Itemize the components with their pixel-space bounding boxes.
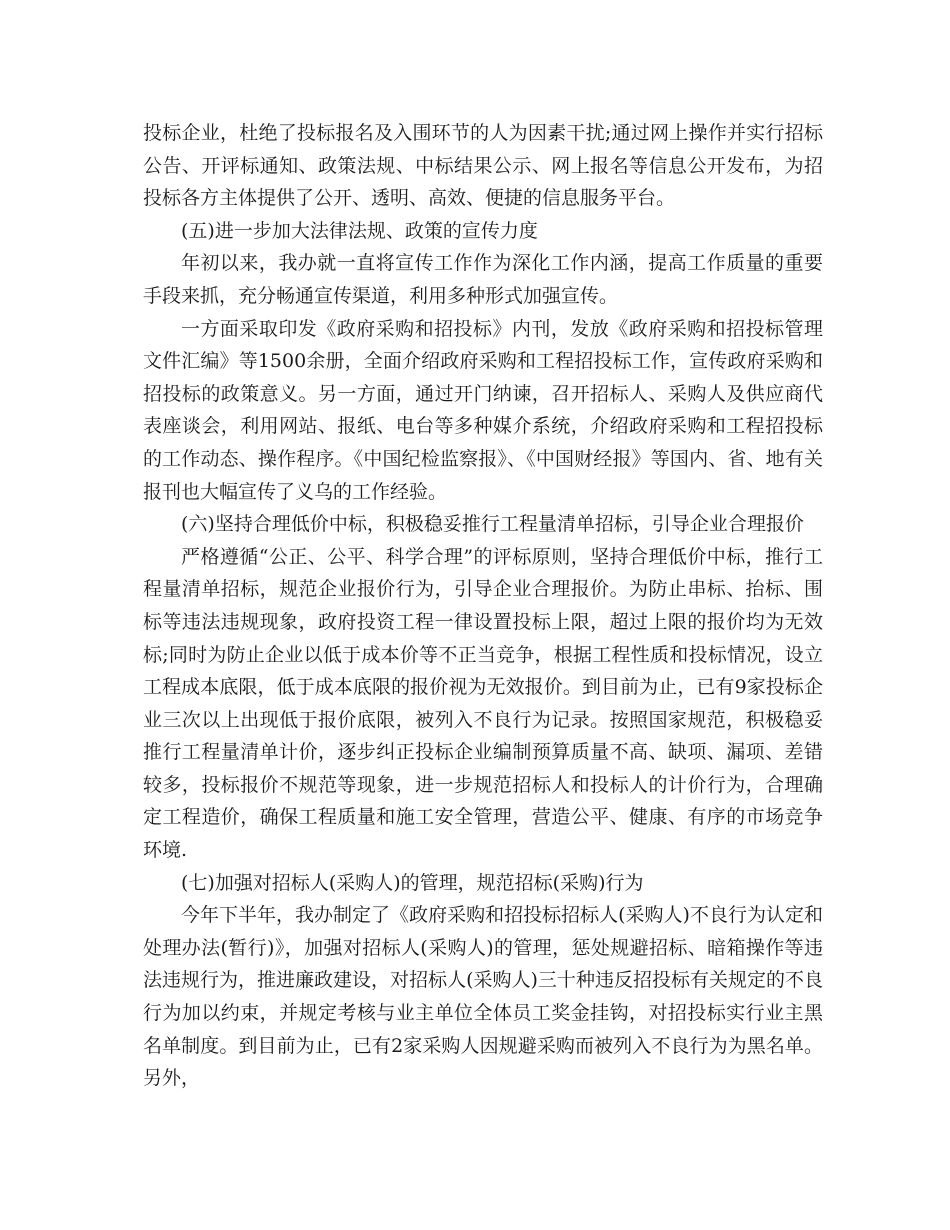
section-heading-7: (七)加强对招标人(采购人)的管理，规范招标(采购)行为 (181, 871, 644, 894)
paragraph-publicity-methods: 一方面采取印发《政府采购和招投标》内刊，发放《政府采购和招投标管理文件汇编》等1500余册，全面介绍政府采购和工程招投标工作，宣传政府采购和招投标的政策意义。另一方面，通过开门纳谏，召开招标人、采购人及供应商代表座谈会，利用网站、报纸、电台等多种媒介系统，介绍政府采购和工程招投标的工作动态、操作程序。《中国纪检监察报》、《中国财经报》等国内、省、地有关报刊也大幅宣传了义乌的工作经验。 (143, 317, 823, 503)
document-body (143, 117, 823, 1095)
section-heading-6: (六)坚持合理低价中标，积极稳妥推行工程量清单招标，引导企业合理报价 (181, 513, 804, 536)
paragraph-tenderer-management: 今年下半年，我办制定了《政府采购和招投标招标人(采购人)不良行为认定和处理办法(暂行)》，加强对招标人(采购人)的管理，惩处规避招标、暗箱操作等违法违规行为，推进廉政建设，对招标人(采购人)三十种违反招投标有关规定的不良行为加以约束，并规定考核与业主单位全体员工奖金挂钩，对招投标实行业主黑名单制度。到目前为止，已有2家采购人因规避采购而被列入不良行为为黑名单。另外， (143, 904, 823, 1090)
paragraph-continuation: 投标企业，杜绝了投标报名及入围环节的人为因素干扰;通过网上操作并实行招标公告、开评标通知、政策法规、中标结果公示、网上报名等信息公开发布，为招投标各方主体提供了公开、透明、高效、便捷的信息服务平台。 (143, 122, 823, 210)
paragraph-publicity-intro: 年初以来，我办就一直将宣传工作作为深化工作内涵，提高工作质量的重要手段来抓，充分畅通宣传渠道，利用多种形式加强宣传。 (143, 252, 823, 307)
paragraph-low-price-bidding: 严格遵循“公正、公平、科学合理”的评标原则，坚持合理低价中标，推行工程量清单招标，规范企业报价行为，引导企业合理报价。为防止串标、抬标、围标等违法违规现象，政府投资工程一律设置投标上限，超过上限的报价均为无效标;同时为防止企业以低于成本价等不正当竞争，根据工程性质和投标情况，设立工程成本底限，低于成本底限的报价视为无效报价。到目前为止，已有9家投标企业三次以上出现低于报价底限，被列入不良行为记录。按照国家规范，积极稳妥推行工程量清单计价，逐步纠正投标企业编制预算质量不高、缺项、漏项、差错较多，投标报价不规范等现象，进一步规范招标人和投标人的计价行为，合理确定工程造价，确保工程质量和施工安全管理，营造公平、健康、有序的市场竞争环境. (143, 545, 823, 862)
section-heading-5: (五)进一步加大法律法规、政策的宣传力度 (181, 219, 538, 242)
